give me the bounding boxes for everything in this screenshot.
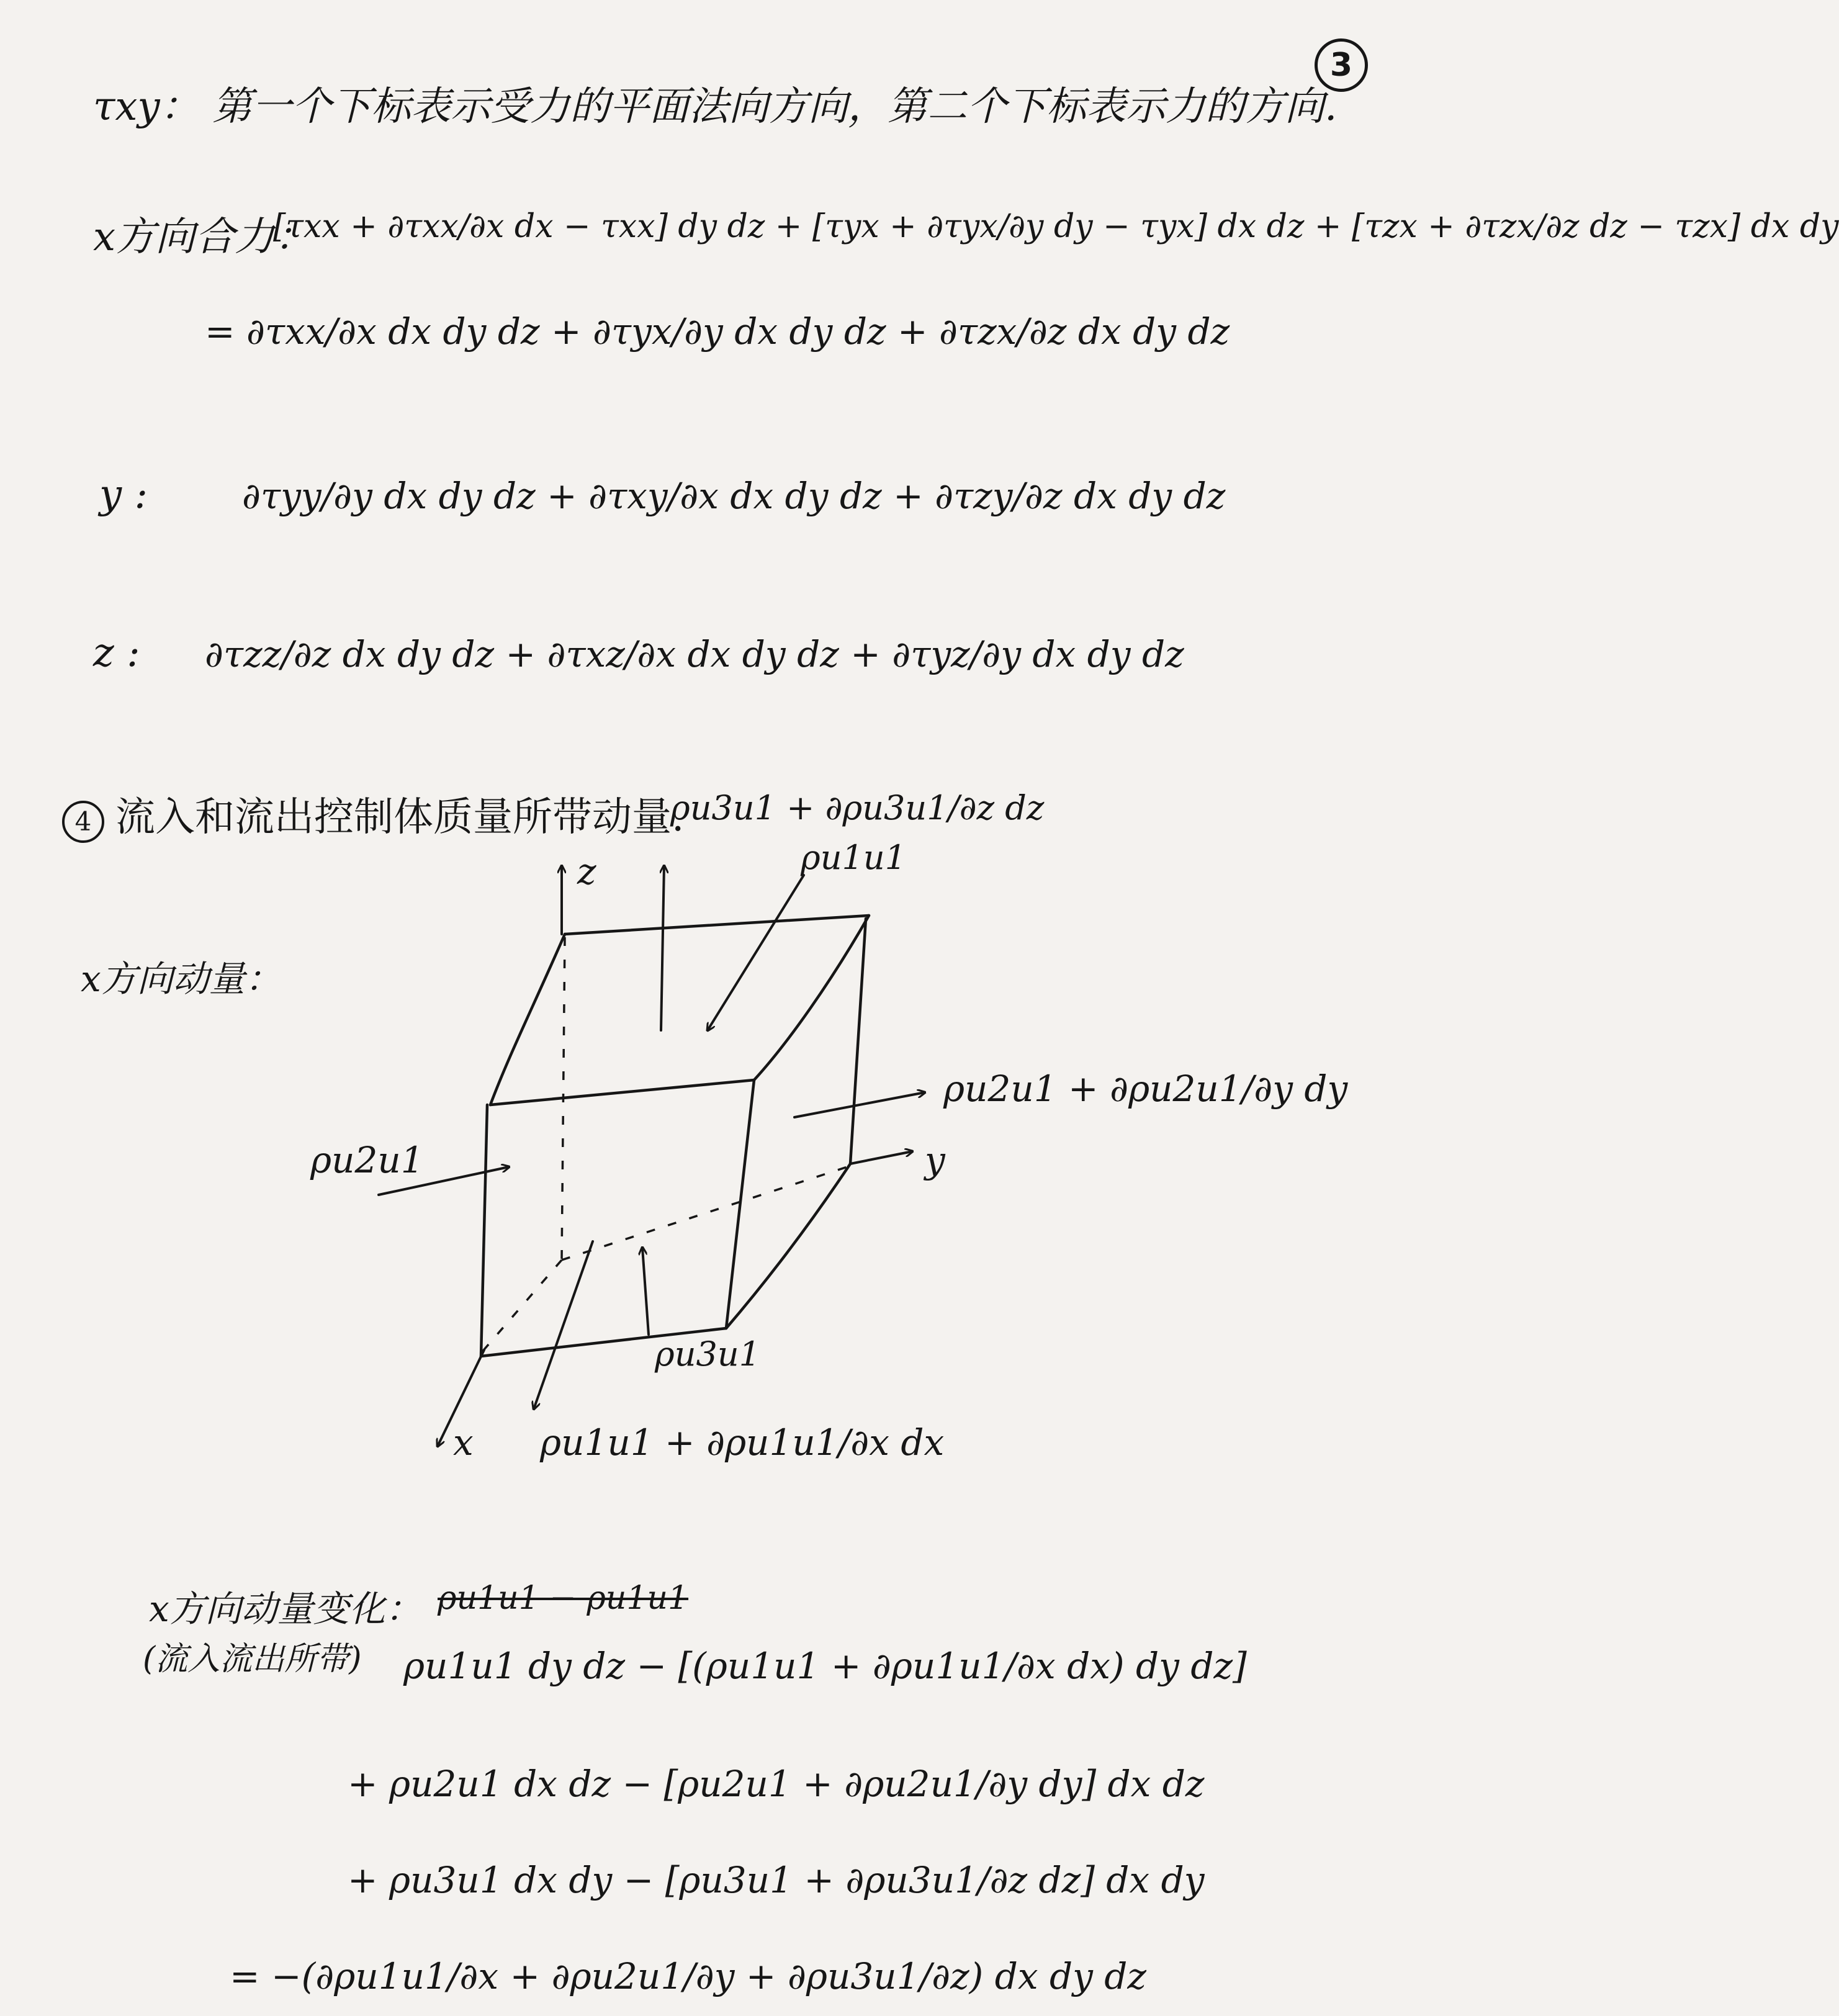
top-inflow-label: ρu1u1 [801, 838, 907, 877]
cube-top-back-edge [565, 916, 869, 934]
axis-y-arrow [850, 1151, 912, 1164]
z-force-expr: ∂τzz/∂z dx dy dz + ∂τxz/∂x dx dy dz + ∂τyz/∂y dx dy dz [205, 633, 1184, 675]
change-label-note: (流入流出所带) [143, 1640, 362, 1678]
x-force-line2: = ∂τxx/∂x dx dy dz + ∂τyx/∂y dx dy dz + ∂τzx/∂z dx dy dz [205, 310, 1230, 353]
cube-top-front-edge [490, 1080, 754, 1105]
front-outflow-arrow [534, 1241, 593, 1409]
right-outflow-label: ρu2u1 + ∂ρu2u1/∂y dy [943, 1068, 1348, 1110]
x-force-line1: [τxx + ∂τxx/∂x dx − τxx] dy dz + [τyx + ∂τyx/∂y dy − τyx] dx dz + [τzx + ∂τzx/∂z dz − τzx] dx dy [273, 208, 1839, 245]
top-inflow-arrow [708, 875, 804, 1030]
change-line3: + ρu3u1 dx dy − [ρu3u1 + ∂ρu3u1/∂z dz] dx dy [348, 1859, 1205, 1901]
axis-y-label: y [925, 1139, 945, 1181]
cube-front-left-edge [481, 1105, 487, 1356]
section4-heading [62, 785, 684, 843]
section4-number: 4 [62, 801, 104, 843]
intro-line: τxy： 第一个下标表示受力的平面法向方向，第二个下标表示力的方向. [93, 84, 1338, 130]
cube-top-right-edge [754, 916, 869, 1080]
right-outflow-arrow [794, 1092, 925, 1117]
change-line4: = −(∂ρu1u1/∂x + ∂ρu2u1/∂y + ∂ρu3u1/∂z) dx dy dz [230, 1955, 1146, 1997]
y-force-expr: ∂τyy/∂y dx dy dz + ∂τxy/∂x dx dy dz + ∂τzy/∂z dx dy dz [242, 475, 1226, 517]
page-number-text: 3 [1329, 47, 1353, 84]
bottom-inflow-arrow [642, 1248, 649, 1334]
x-force-label: x方向合力： [93, 214, 315, 260]
y-force-label: y : [99, 472, 148, 518]
bottom-inflow-label: ρu3u1 [655, 1334, 761, 1374]
cube-hidden-left-edge [481, 1260, 562, 1353]
top-outflow-label: ρu3u1 + ∂ρu3u1/∂z dz [670, 788, 1045, 827]
cube-back-right-edge [850, 919, 866, 1164]
top-outflow-arrow [661, 866, 664, 1030]
left-inflow-label: ρu2u1 [310, 1139, 424, 1181]
cube-front-right-edge [726, 1080, 754, 1328]
front-outflow-label: ρu1u1 + ∂ρu1u1/∂x dx [540, 1421, 945, 1464]
change-line2: + ρu2u1 dx dz − [ρu2u1 + ∂ρu2u1/∂y dy] dx dz [348, 1763, 1205, 1805]
cube-hidden-vertical-edge [562, 937, 565, 1260]
axis-z-label: z [577, 850, 596, 893]
cube-hidden-bottom-edge [562, 1167, 847, 1260]
change-label: x方向动量变化： [149, 1588, 421, 1630]
change-struck-expr: ρu1u1 − ρu1u1 [438, 1580, 689, 1617]
z-force-label: z : [93, 630, 140, 676]
change-line1: ρu1u1 dy dz − [(ρu1u1 + ∂ρu1u1/∂x dx) dy dz] [403, 1645, 1247, 1687]
cube-top-left-edge [490, 934, 565, 1105]
x-momentum-label: x方向动量： [81, 958, 281, 1000]
cube-bottom-right-edge [726, 1164, 850, 1328]
axis-x-label: x [453, 1421, 474, 1464]
section4-title: 流入和流出控制体质量所带动量. [115, 794, 685, 840]
